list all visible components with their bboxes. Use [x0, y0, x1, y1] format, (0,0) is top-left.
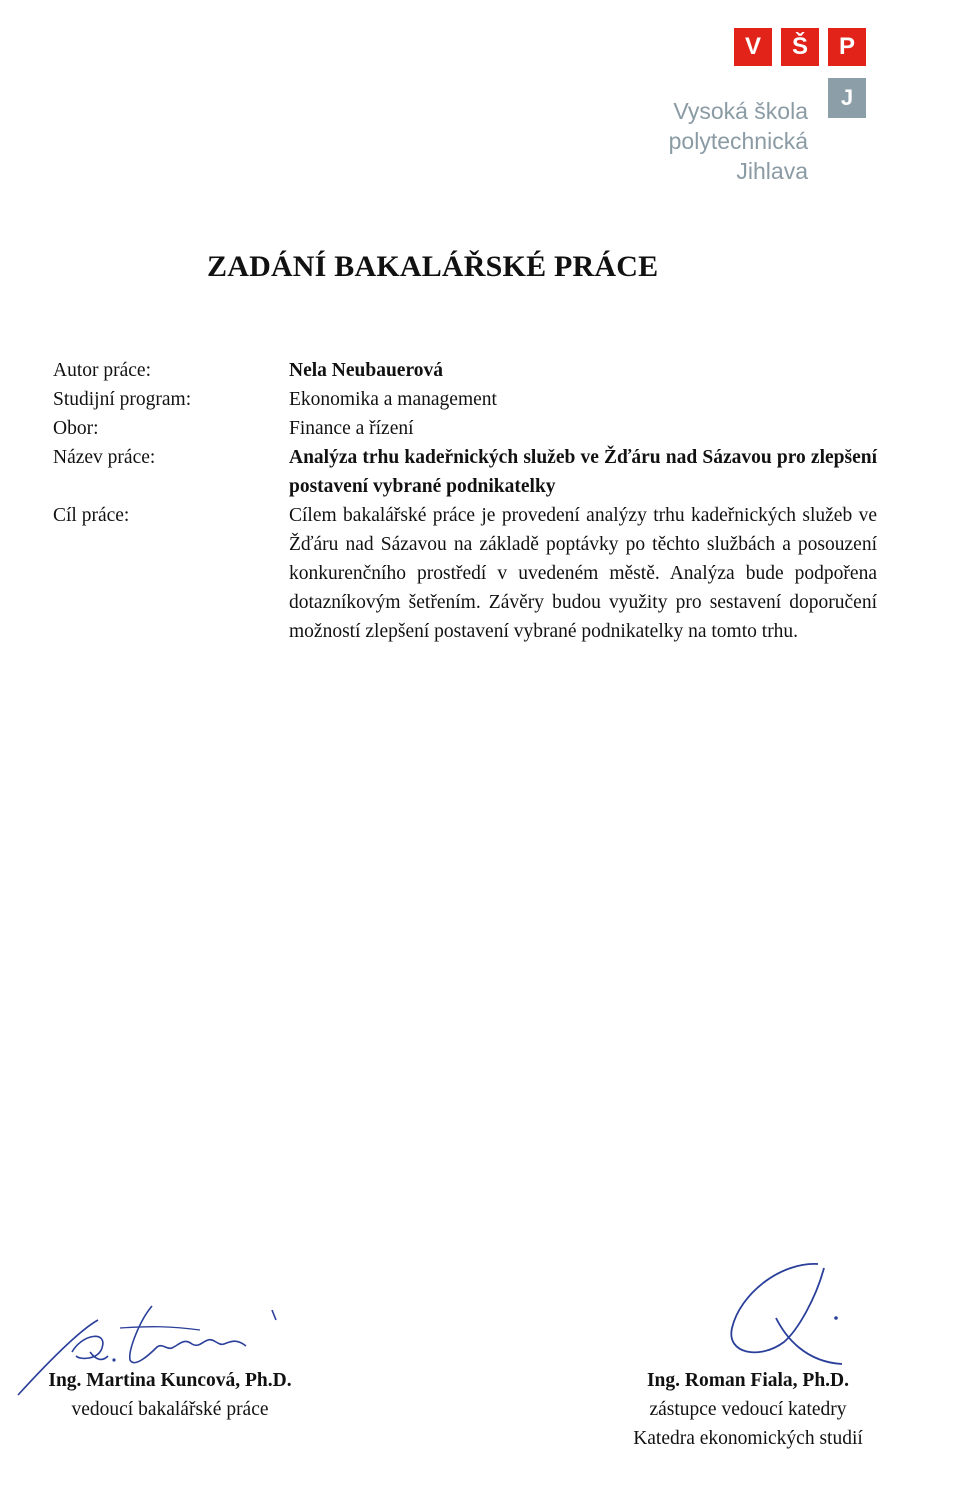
- logo-letter-j: J: [828, 78, 866, 118]
- author-label: Autor práce:: [53, 360, 151, 381]
- thesis-title-row: [53, 443, 877, 501]
- field-label: Obor:: [53, 418, 99, 439]
- document-title: ZADÁNÍ BAKALÁŘSKÉ PRÁCE: [207, 250, 659, 283]
- logo-line-2: polytechnická: [668, 128, 808, 154]
- supervisor-name: Ing. Martina Kuncová, Ph.D.: [48, 1370, 292, 1391]
- logo-letter-v: V: [734, 28, 772, 66]
- logo-line-3: Jihlava: [736, 158, 808, 184]
- author-row: [53, 356, 877, 385]
- goal-row: [53, 501, 877, 646]
- thesis-title-value: Analýza trhu kadeřnických služeb ve Žďáru nad Sázavou pro zlepšení postavení vybrané podnikatelky: [289, 447, 877, 497]
- logo-line-1: Vysoká škola: [673, 98, 808, 124]
- program-row: [53, 385, 877, 414]
- thesis-title-label: Název práce:: [53, 447, 156, 468]
- goal-value: Cílem bakalářské práce je provedení analýzy trhu kadeřnických služeb ve Žďáru nad Sázavou na základě poptávky po těchto službách a posouzení konkurenčního prostředí v uvedeném městě. Analýza bude podpořena dotazníkovým šetřením. Závěry budou využity pro sestavení doporučení možností zlepšení postavení vybrané podnikatelky na tomto trhu.: [289, 505, 877, 642]
- deputy-block: [590, 1366, 906, 1453]
- author-value: Nela Neubauerová: [289, 360, 444, 381]
- supervisor-block: [20, 1366, 320, 1424]
- goal-label: Cíl práce:: [53, 505, 130, 526]
- deputy-role: zástupce vedoucí katedry: [649, 1399, 847, 1420]
- deputy-name: Ing. Roman Fiala, Ph.D.: [646, 1370, 850, 1391]
- deputy-department: Katedra ekonomických studií: [633, 1428, 863, 1449]
- program-value: Ekonomika a management: [289, 389, 497, 410]
- supervisor-role: vedoucí bakalářské práce: [71, 1399, 269, 1420]
- school-logo: [658, 26, 870, 186]
- field-row: [53, 414, 877, 443]
- program-label: Studijní program:: [53, 389, 192, 410]
- logo-letter-p: P: [828, 28, 866, 66]
- deputy-signature: [720, 1258, 860, 1378]
- field-value: Finance a řízení: [289, 418, 414, 439]
- assignment-fields: [53, 356, 877, 646]
- logo-letter-s: Š: [781, 28, 819, 66]
- logo-school-name: [669, 96, 808, 186]
